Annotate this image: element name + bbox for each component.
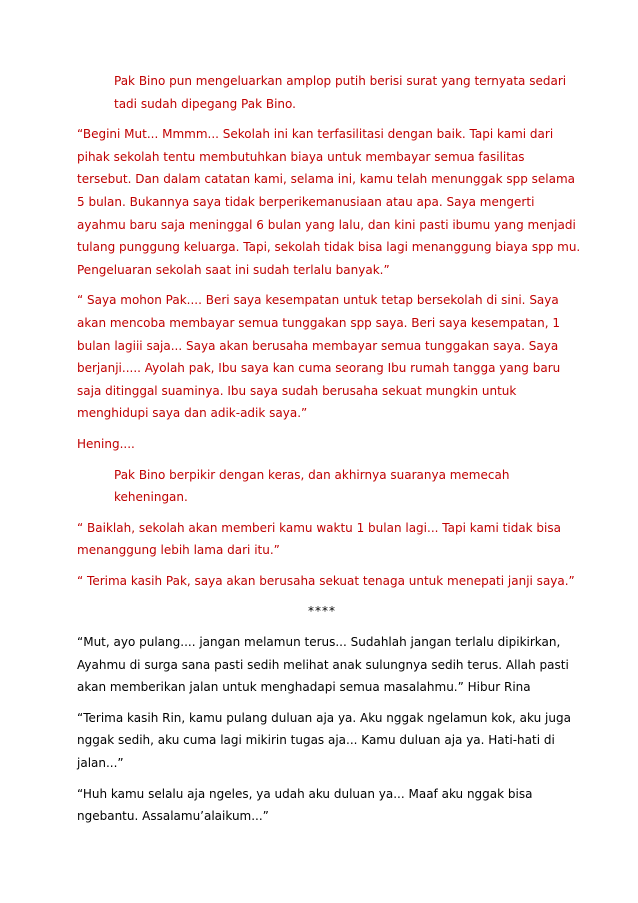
text-line: Pak Bino berpikir dengan keras, dan akhirnya suaranya memecah	[114, 467, 510, 482]
text-line: jalan...”	[77, 756, 124, 771]
text-line: pihak sekolah tentu membutuhkan biaya untuk membayar semua fasilitas	[77, 149, 525, 164]
paragraph	[77, 289, 567, 425]
paragraph	[77, 631, 567, 699]
text-line: “ Terima kasih Pak, saya akan berusaha sekuat tenaga untuk menepati janji saya.”	[77, 573, 575, 588]
text-line: tersebut. Dan dalam catatan kami, selama ini, kamu telah menunggak spp selama	[77, 172, 576, 187]
text-line: Pengeluaran sekolah saat ini sudah terlalu banyak.”	[77, 262, 390, 277]
text-line: “Huh kamu selalu aja ngeles, ya udah aku duluan ya... Maaf aku nggak bisa	[77, 786, 533, 801]
paragraph	[77, 464, 567, 509]
story-section-black	[77, 631, 571, 828]
text-line: menghidupi saya dan adik-adik saya.”	[77, 406, 308, 421]
text-line: berjanji..... Ayolah pak, Ibu saya kan cuma seorang Ibu rumah tangga yang baru	[77, 361, 561, 376]
paragraph	[77, 783, 567, 828]
paragraph	[77, 517, 567, 562]
document-page	[77, 70, 581, 836]
paragraph	[77, 123, 581, 281]
text-line: keheningan.	[114, 490, 188, 505]
text-line: “Begini Mut... Mmmm... Sekolah ini kan terfasilitasi dengan baik. Tapi kami dari	[77, 127, 554, 142]
paragraph	[77, 433, 567, 456]
text-line: Ayahmu di surga sana pasti sedih melihat anak sulungnya sedih terus. Allah pasti	[77, 657, 569, 672]
paragraph	[77, 707, 571, 775]
text-line: Hening....	[77, 436, 135, 451]
text-line: tadi sudah dipegang Pak Bino.	[114, 96, 296, 111]
text-line: nggak sedih, aku cuma lagi mikirin tugas aja... Kamu duluan aja ya. Hati-hati di	[77, 733, 555, 748]
text-line: “ Saya mohon Pak.... Beri saya kesempatan untuk tetap bersekolah di sini. Saya	[77, 293, 559, 308]
text-line: “Mut, ayo pulang.... jangan melamun terus... Sudahlah jangan terlalu dipikirkan,	[77, 635, 561, 650]
paragraph	[77, 70, 567, 115]
text-line: “ Baiklah, sekolah akan memberi kamu waktu 1 bulan lagi... Tapi kami tidak bisa	[77, 520, 561, 535]
text-line: bulan lagiii saja... Saya akan berusaha membayar semua tunggakan saya. Saya	[77, 338, 559, 353]
text-line: ngebantu. Assalamu’alaikum...”	[77, 809, 269, 824]
text-line: “Terima kasih Rin, kamu pulang duluan aja ya. Aku nggak ngelamun kok, aku juga	[77, 710, 571, 725]
text-line: ayahmu baru saja meninggal 6 bulan yang lalu, dan kini pasti ibumu yang menjadi	[77, 217, 576, 232]
text-line: Pak Bino pun mengeluarkan amplop putih berisi surat yang ternyata sedari	[114, 74, 567, 88]
text-line: akan mencoba membayar semua tunggakan spp saya. Beri saya kesempatan, 1	[77, 315, 561, 330]
text-line: saja ditinggal suaminya. Ibu saya sudah berusaha sekuat mungkin untuk	[77, 383, 517, 398]
text-line: akan memberikan jalan untuk menghadapi semua masalahmu.” Hibur Rina	[77, 680, 531, 695]
text-line: 5 bulan. Bukannya saya tidak berperikemanusiaan atau apa. Saya mengerti	[77, 194, 535, 209]
section-separator: ****	[308, 604, 336, 619]
text-line: tulang punggung keluarga. Tapi, sekolah tidak bisa lagi menanggung biaya spp mu.	[77, 240, 581, 255]
text-line: menanggung lebih lama dari itu.”	[77, 543, 280, 558]
paragraph	[77, 570, 575, 593]
story-section-red	[77, 70, 581, 592]
